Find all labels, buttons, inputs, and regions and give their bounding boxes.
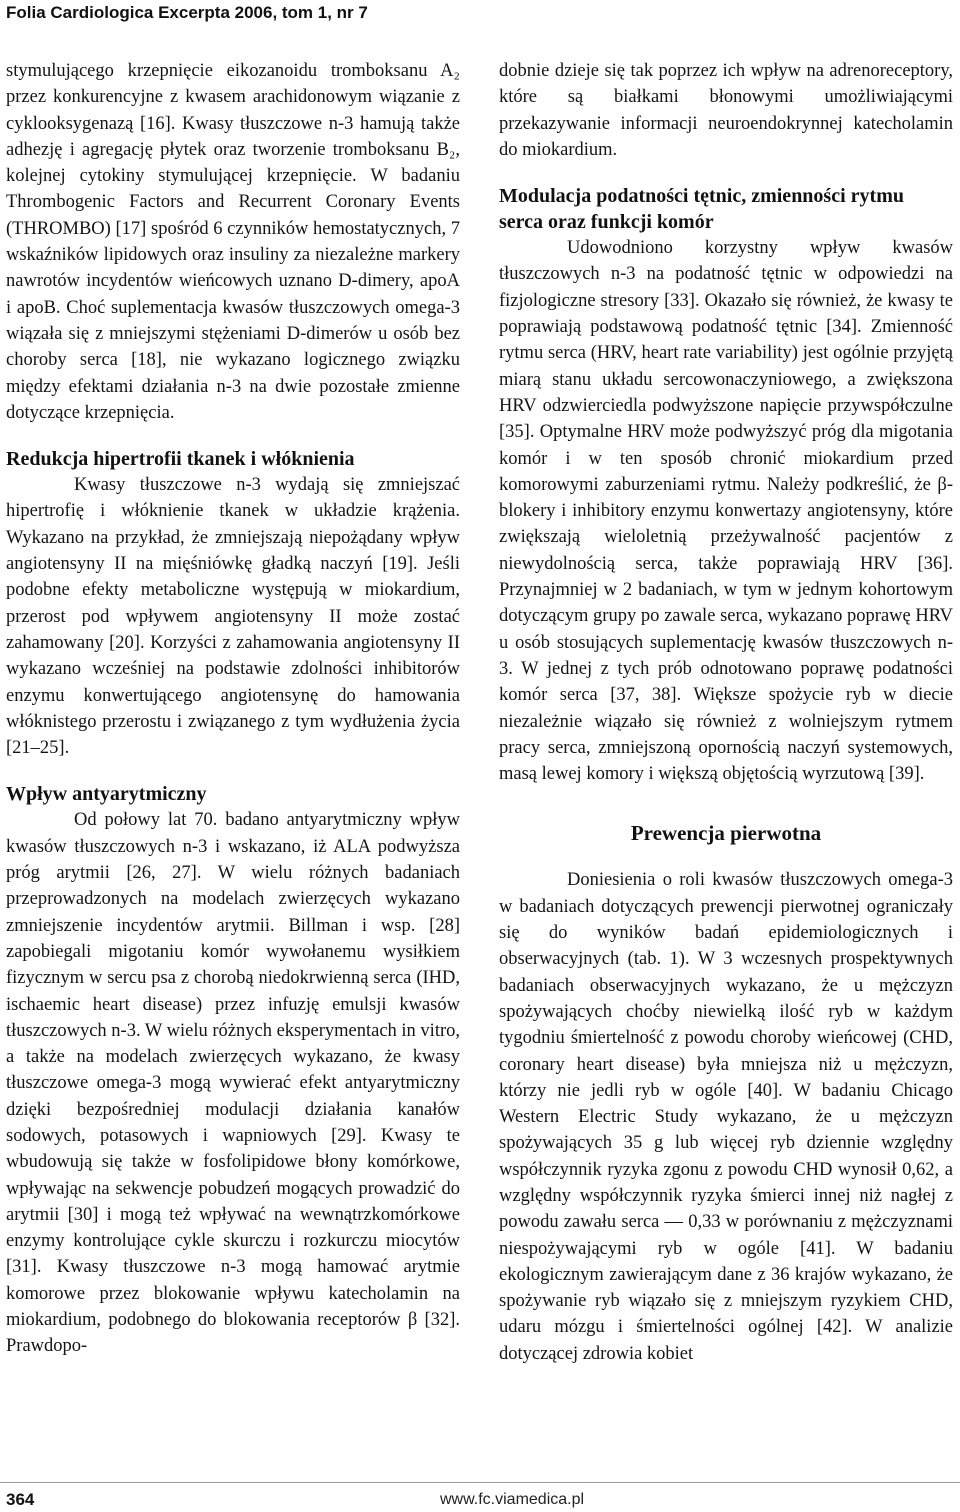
right-paragraph-2: Udowodniono korzystny wpływ kwasów tłuszczowych n-3 na podatność tętnic w odpowiedzi na fizjologiczne stresory [33]. Okazało się również, że kwasy te poprawiają podstawową podatność tętnic [34]. Zmienność rytmu serca (HRV, heart rate variability) jest ogólnie przyjętą miarą stanu układu sercowonaczyniowego, a zwiększona HRV odzwierciedla podwyższone napięcie przywspółczulne [35]. Optymalne HRV może podwyższyć próg dla migotania komór i w ten sposób chronić miokardium przed komorowymi zaburzeniami rytmu. Należy podkreślić, że β-blokery i inhibitory enzymu konwertazy angiotensyny, które zwiększają wieloletnią przeżywalność pacjentów z niewydolnością serca, także poprawiają HRV [36]. Przynajmniej w 2 badaniach, w tym w jednym kohortowym dotyczącym grupy po zawale serca, wykazano poprawę HRV u osób stosujących suplementację kwasów tłuszczowych n-3. W jednej z tych prób odnotowano poprawę podatności komór serca [37, 38]. Większe spożycie ryb w diecie niezależnie wiązało się również z wolniejszym rytmem pracy serca, zmniejszoną opornością naczyń systemowych, masą lewej komory i większą objętością wyrzutową [39]. — [499, 238, 953, 785]
right-paragraph-3: Doniesienia o roli kwasów tłuszczowych omega-3 w badaniach dotyczących prewencji pierwotnej ograniczały się do wyników badań epidemiologicznych i obserwacyjnych (tab. 1). W 3 wczesnych prospektywnych badaniach obserwacyjnych wykazano, że u mężczyzn spożywających choćby niewielką ilość ryb w każdym tygodniu śmiertelność z powodu choroby wieńcowej (CHD, coronary heart disease) była mniejsza niż u mężczyzn, którzy nie jedli ryb w ogóle [40]. W badaniu Chicago Western Electric Study wykazano, że u mężczyzn spożywających 35 g lub więcej ryb dziennie względny współczynnik ryzyka zgonu z powodu CHD wynosił 0,62, a względny współczynnik ryzyka śmierci innej niż nagłej z powodu zawału serca — 0,33 w porównaniu z mężczyznami niespożywającymi ryb w ogóle [41]. W badaniu ekologicznym zawierającym dane z 36 krajów wykazano, że spożywanie ryb wiązało się z mniejszym ryzykiem CHD, udaru mózgu i śmiertelności ogólnej [42]. W analizie dotyczącej zdrowia kobiet — [499, 870, 953, 1364]
left-paragraph-2: Kwasy tłuszczowe n-3 wydają się zmniejszać hipertrofię i włóknienie tkanek w układzie krążenia. Wykazano na przykład, że zmniejszają niepożądany wpływ angiotensyny II na mięśniówkę gładką naczyń [19]. Jeśli podobne efekty metaboliczne występują w miokardium, przerost pod wpływem angiotensyny II może zostać zahamowany [20]. Korzyści z zahamowania angiotensyny II wykazano wcześniej na podstawie zdolności inhibitorów enzymu konwertującego angiotensynę do hamowania włóknistego przerostu i związanego z tym wydłużenia życia [21–25]. — [6, 475, 460, 759]
left-paragraph-1: stymulującego krzepnięcie eikozanoidu tromboksanu A₂ przez konkurencyjne z kwasem arachidonowym wiązanie z cyklooksygenazą [16]. Kwasy tłuszczowe n-3 hamują także adhezję i agregację płytek oraz tworzenie tromboksanu B₂, kolejnej cytokiny stymulującej krzepnięcie. W badaniu Thrombogenic Factors and Recurrent Coronary Events (THROMBO) [17] spośród 6 czynników hemostatycznych, 7 wskaźników lipidowych oraz insuliny za niezależne markery nawrotów incydentów wieńcowych uznano D-dimery, apoA i apoB. Choć suplementacja kwasów tłuszczowych omega-3 wiązała się z mniejszymi stężeniami D-dimerów u osób bez choroby serca [18], nie wykazano logicznego związku między efektami działania n-3 na dwie pozostałe zmienne dotyczące krzepnięcia. — [6, 61, 460, 423]
journal-header: Folia Cardiologica Excerpta 2006, tom 1, nr 7 — [6, 3, 368, 22]
left-paragraph-3: Od połowy lat 70. badano antyarytmiczny wpływ kwasów tłuszczowych n-3 i wskazano, iż ALA podwyższa próg arytmii [26, 27]. W wielu różnych badaniach przeprowadzonych na modelach zwierzęcych wykazano zmniejszenie incydentów arytmii. Billman i wsp. [28] zapobiegali migotaniu komór wywołanemu wysiłkiem fizycznym w sercu psa z chorobą niedokrwienną serca (IHD, ischaemic heart disease) przez infuzję emulsji kwasów tłuszczowych n-3. W wielu różnych eksperymentach in vitro, a także na modelach zwierzęcych wykazano, że kwasy tłuszczowe omega-3 mogą wywierać efekt antyarytmiczny dzięki bezpośredniej modulacji działania kanałów sodowych, potasowych i wapniowych [29]. Kwasy te wbudowują się także w fosfolipidowe błony komórkowe, wpływając na sekwencje pobudzeń mogących prowadzić do arytmii [30] i mogą też wpływać na wewnątrzkomórkowe enzymy kontrolujące cykle skurczu i rozkurczu miocytów [31]. Kwasy tłuszczowe n-3 mogą hamować arytmie komorowe przez blokowanie wpływu katecholamin na miokardium, podobnego do blokowania receptorów β [32]. Prawdopo- — [6, 810, 460, 1357]
heading-modulacja-podatnosci: Modulacja podatności tętnic, zmienności rytmu serca oraz funkcji komór — [499, 185, 904, 234]
journal-url: www.fc.viamedica.pl — [440, 1491, 585, 1508]
right-paragraph-1: dobnie dzieje się tak poprzez ich wpływ na adrenoreceptory, które są białkami błonowymi umożliwiającymi przekazywanie informacji neuroendokrynnej katecholamin do miokardium. — [499, 61, 953, 160]
page-number: 364 — [6, 1490, 35, 1509]
heading-prewencja-pierwotna: Prewencja pierwotna — [630, 821, 822, 846]
heading-wplyw-antyarytmiczny: Wpływ antyarytmiczny — [6, 783, 207, 806]
left-column — [6, 58, 460, 1360]
right-column — [499, 58, 953, 1367]
footer-divider — [0, 1482, 960, 1483]
heading-redukcja-hipertrofii: Redukcja hipertrofii tkanek i włóknienia — [6, 448, 355, 471]
